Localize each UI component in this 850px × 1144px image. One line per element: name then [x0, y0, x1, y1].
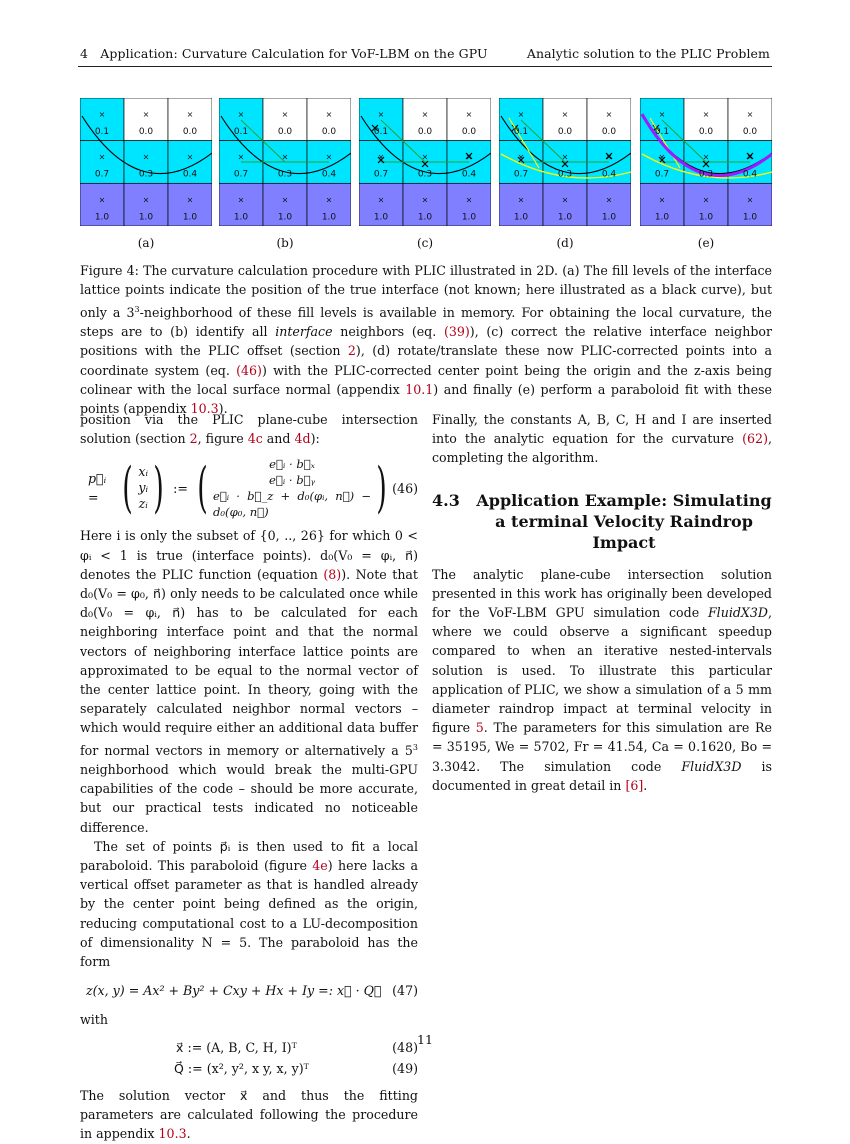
ref-eq39-link[interactable]: (39)	[443, 324, 470, 340]
fill-level-label: 0.7	[654, 169, 670, 180]
fill-level-label: 0.7	[233, 169, 249, 180]
fill-level-label: 0.0	[742, 127, 758, 137]
ref-eq46-link[interactable]: (46)	[236, 362, 262, 378]
eq46-row-3: e⃗ᵢ · b⃗_z + d₀(φᵢ, n⃗) − d₀(φ₀, n⃗)	[212, 489, 372, 520]
fill-level-label: 0.1	[654, 127, 670, 137]
panel-label-a: (a)	[137, 236, 155, 250]
eq46-row-1: e⃗ᵢ · b⃗ₓ	[269, 457, 315, 472]
ref-figure4c-link[interactable]: 4c	[247, 431, 263, 447]
equation-46	[80, 456, 418, 520]
equation-number-47: (47)	[392, 983, 418, 999]
lattice-point-marker: ×	[325, 110, 333, 119]
lattice-point-marker: ×	[237, 152, 245, 162]
text: .	[186, 1126, 191, 1142]
paragraph-with: with	[80, 1012, 108, 1028]
text: ). Note that d₀(V₀ = φ₀, n⃗) only needs to be calculated once while d₀(V₀ = φᵢ, n⃗) has to be calculated for each neighboring interface point and that the normal vectors of neighboring interface lattice points are approximated to be equal to the normal vector of the center lattice point. In theory, going with the separately calculated neighbor normal vectors – which would require either an additional data buffer for normal vectors in memory or alternatively a 5	[80, 566, 418, 758]
equation-number-48: (48)	[392, 1039, 418, 1055]
caption-text: ) and finally (e) perform a paraboloid fit with these points (appendix	[80, 381, 773, 417]
lattice-point-marker: ×	[658, 195, 666, 205]
fill-level-label: 0.4	[182, 169, 198, 180]
fill-level-label: 0.1	[373, 127, 389, 137]
fill-level-label: 1.0	[373, 212, 389, 223]
lattice-point-marker: ×	[377, 152, 385, 162]
caption-text: The curvature calculation procedure with PLIC illustrated in 2D. (a) The fill levels of the interface lattice points indicate the position of the true interface (not known; here illustrated as a black curve), but only a 3	[80, 263, 772, 320]
lattice-point-marker: ×	[325, 152, 333, 162]
ref-figure4d-link[interactable]: 4d	[294, 431, 311, 447]
text: .	[643, 777, 648, 793]
text: Finally, the constants A, B, C, H and I are inserted into the analytic equation for the curvature	[432, 412, 772, 447]
text: The solution vector x⃗ and thus the fitting parameters are calculated following the procedure in appendix	[80, 1088, 418, 1142]
ref-figure4e-link[interactable]: 4e	[312, 858, 328, 874]
lattice-point-marker: ×	[517, 195, 525, 205]
text: ) here lacks a vertical offset parameter as that is handled already by the center point being defined as the origin, reducing computational cost to a LU-decomposition of dimensionality N = 5. The paraboloid has the form	[80, 858, 418, 970]
fill-level-label: 0.7	[513, 169, 529, 180]
fill-level-label: 1.0	[461, 212, 477, 223]
text: is documented in great detail in	[432, 758, 772, 793]
fill-level-label: 0.0	[277, 127, 293, 137]
text: position via the PLIC plane-cube intersection solution (section	[80, 412, 418, 447]
caption-text: ), (d) rotate/translate these now PLIC-corrected points into a coordinate system (eq.	[80, 343, 772, 378]
lattice-point-marker: ×	[377, 195, 385, 205]
lattice-point-marker: ×	[421, 110, 429, 119]
lattice-point-marker: ×	[421, 152, 429, 162]
page-number: 11	[417, 1032, 433, 1047]
eq47-expr: z(x, y) = Ax² + By² + Cxy + Hx + Iy =: x⃗ · Q⃗	[86, 983, 382, 999]
lattice-point-marker: ×	[702, 152, 710, 162]
equation-46-body	[80, 456, 392, 520]
paragraph	[432, 410, 772, 468]
lattice-point-marker: ×	[237, 195, 245, 205]
panel-svg-d	[499, 98, 631, 226]
text: neighborhood which would break the multi-GPU capabilities of the code – should be more accurate, but our practical tests indicated no noticeable difference.	[80, 762, 418, 835]
ref-citation6-link[interactable]: [6]	[625, 777, 644, 793]
fill-level-label: 0.3	[138, 169, 154, 180]
fill-level-label: 0.1	[94, 127, 110, 137]
eq46-assign: :=	[173, 480, 188, 496]
section-heading	[432, 490, 772, 553]
text: . The parameters for this simulation are Re = 35195, We = 5702, Fr = 41.54, Ca = 0.1620, Bo = 3.3042. The simulation code	[432, 720, 772, 774]
eq49-expr: Q⃗ := (x², y², x y, x, y)ᵀ	[174, 1060, 309, 1076]
text: , completing the algorithm.	[432, 431, 772, 466]
superscript: 3	[412, 742, 418, 752]
fill-level-label: 1.0	[138, 212, 154, 223]
ref-appendix103-link[interactable]: 10.3	[190, 401, 219, 417]
fill-level-label: 0.0	[601, 127, 617, 137]
fill-level-label: 1.0	[557, 212, 573, 223]
fill-level-label: 0.4	[321, 169, 337, 180]
lattice-point-marker: ×	[746, 195, 754, 205]
lattice-point-marker: ×	[281, 152, 289, 162]
lattice-point-marker: ×	[658, 110, 666, 119]
lattice-point-marker: ×	[281, 110, 289, 119]
code-name: FluidX3D	[681, 758, 742, 774]
bracket: )	[376, 456, 387, 520]
fill-level-label: 1.0	[417, 212, 433, 223]
eq48-expr: x⃗ := (A, B, C, H, I)ᵀ	[176, 1039, 297, 1055]
fill-level-label: 0.1	[513, 127, 529, 137]
fill-level-label: 0.3	[417, 169, 433, 180]
text: , where we could observe a significant speedup compared to when an iterative nested-intervals solution is used. To illustrate this particular application of PLIC, we show a simulation of a 5 mm diameter raindrop impact at terminal velocity in figure	[432, 605, 772, 736]
lattice-point-marker: ×	[561, 152, 569, 162]
lattice-point-marker: ×	[186, 195, 194, 205]
lattice-point-marker: ×	[98, 195, 106, 205]
fill-level-label: 0.4	[601, 169, 617, 180]
lattice-point-marker: ×	[465, 152, 473, 162]
lattice-point-marker: ×	[746, 152, 754, 162]
ref-eq62-link[interactable]: (62)	[742, 431, 768, 447]
running-header-right: Analytic solution to the PLIC Problem	[526, 46, 770, 61]
figure-caption	[80, 261, 772, 419]
panel-svg-b	[219, 98, 351, 226]
lattice-point-marker: ×	[98, 152, 106, 162]
fill-level-label: 0.0	[461, 127, 477, 137]
paragraph	[80, 1086, 418, 1144]
right-column	[432, 410, 772, 795]
fill-level-label: 0.1	[233, 127, 249, 137]
header-rule	[78, 66, 772, 67]
fill-level-label: 1.0	[654, 212, 670, 223]
eq46-vec-z: zᵢ	[138, 496, 148, 512]
fill-level-label: 0.3	[277, 169, 293, 180]
caption-text: ) with the PLIC-corrected center point being the origin and the z-axis being colinear with the local surface normal (appendix	[80, 362, 772, 397]
text: The set of points p⃗ᵢ is then used to fit a local paraboloid. This paraboloid (figure	[80, 838, 418, 874]
equation-49	[80, 1059, 418, 1078]
fill-level-label: 0.4	[742, 169, 758, 180]
fill-level-label: 0.0	[698, 127, 714, 137]
panel-label-c: (c)	[416, 236, 434, 250]
panel-svg-e	[640, 98, 772, 226]
fill-level-label: 0.0	[182, 127, 198, 137]
fill-level-label: 1.0	[513, 212, 529, 223]
ref-appendix101-link[interactable]: 10.1	[405, 381, 434, 397]
lattice-point-marker: ×	[377, 110, 385, 119]
text: Here i is only the subset of {0, .., 26} for which 0 < φᵢ < 1 is true (interface points). d₀(V₀ = φᵢ, n⃗) denotes the PLIC function (equation	[80, 528, 418, 582]
lattice-point-marker: ×	[465, 195, 473, 205]
lattice-point-marker: ×	[281, 195, 289, 205]
equation-number-49: (49)	[392, 1060, 418, 1076]
fill-level-label: 1.0	[321, 212, 337, 223]
eq46-vec-y: yᵢ	[138, 480, 149, 496]
lattice-point-marker: ×	[142, 110, 150, 119]
fill-level-label: 1.0	[182, 212, 198, 223]
section-number: 4.3	[432, 490, 460, 510]
ref-appendix103-link[interactable]: 10.3	[158, 1126, 187, 1142]
lattice-point-marker: ×	[98, 110, 106, 119]
lattice-point-marker: ×	[605, 195, 613, 205]
lattice-point-marker: ×	[142, 195, 150, 205]
text: ):	[310, 431, 320, 447]
eq46-rhs	[213, 456, 371, 520]
fill-level-label: 1.0	[94, 212, 110, 223]
lattice-point-marker: ×	[465, 110, 473, 119]
ref-figure5-link[interactable]: 5	[475, 720, 484, 736]
bracket: (	[197, 456, 208, 520]
fill-level-label: 1.0	[233, 212, 249, 223]
eq46-lhs: p⃗ᵢ =	[88, 471, 107, 506]
lattice-point-marker: ×	[186, 110, 194, 119]
caption-text: ), (c) correct the relative interface neighbor positions with the PLIC offset (section	[80, 324, 772, 359]
bracket: )	[153, 456, 164, 520]
lattice-point-marker: ×	[325, 195, 333, 205]
lattice-point-marker: ×	[605, 152, 613, 162]
fill-level-label: 0.0	[417, 127, 433, 137]
fill-level-label: 0.3	[698, 169, 714, 180]
section-title: Application Example: Simulating a terminal Velocity Raindrop Impact	[476, 490, 772, 552]
fill-level-label: 0.0	[138, 127, 154, 137]
lattice-point-marker: ×	[658, 152, 666, 162]
lattice-point-marker: ×	[237, 110, 245, 119]
paragraph	[80, 837, 418, 971]
panel-label-d: (d)	[556, 236, 574, 250]
caption-emph: interface	[275, 324, 333, 340]
lattice-point-marker: ×	[561, 110, 569, 119]
eq46-vec-x: xᵢ	[138, 464, 149, 480]
text: , figure	[197, 431, 248, 447]
ref-section2-link[interactable]: 2	[189, 431, 198, 447]
paragraph	[80, 526, 418, 836]
text: The analytic plane-cube intersection solution presented in this work has originally been developed for the VoF-LBM GPU simulation code	[432, 566, 772, 621]
caption-label: Figure 4:	[80, 263, 139, 278]
code-name: FluidX3D	[707, 605, 768, 621]
panel-label-e: (e)	[697, 236, 715, 250]
panel-svg-c	[359, 98, 491, 226]
panel-label-b: (b)	[276, 236, 294, 250]
figure-panel-b	[219, 98, 351, 226]
fill-level-label: 0.7	[94, 169, 110, 180]
equation-number-46: (46)	[392, 480, 418, 496]
ref-eq8-link[interactable]: (8)	[323, 566, 342, 582]
fill-level-label: 0.3	[557, 169, 573, 180]
caption-text: ).	[218, 401, 228, 417]
lattice-point-marker: ×	[517, 110, 525, 119]
paragraph	[80, 410, 418, 448]
lattice-point-marker: ×	[702, 110, 710, 119]
lattice-point-marker: ×	[186, 152, 194, 162]
paragraph	[432, 565, 772, 795]
fill-level-label: 1.0	[742, 212, 758, 223]
fill-level-label: 1.0	[601, 212, 617, 223]
lattice-point-marker: ×	[561, 195, 569, 205]
ref-section2-link[interactable]: 2	[347, 343, 356, 359]
lattice-point-marker: ×	[142, 152, 150, 162]
figure-panel-a	[80, 98, 212, 226]
fill-level-label: 0.0	[321, 127, 337, 137]
caption-sup: 3	[134, 304, 140, 314]
figure-panel-d	[499, 98, 631, 226]
running-header-left: 4 Application: Curvature Calculation for VoF-LBM on the GPU	[80, 46, 488, 61]
fill-level-label: 1.0	[277, 212, 293, 223]
eq46-row-2: e⃗ᵢ · b⃗ᵧ	[269, 473, 315, 488]
fill-level-label: 0.4	[461, 169, 477, 180]
caption-text: -neighborhood of these fill levels is available in memory. For obtaining the local curvature, the steps are to (b) identify all	[80, 304, 772, 340]
fill-level-label: 0.0	[557, 127, 573, 137]
bracket: (	[122, 456, 134, 520]
lattice-point-marker: ×	[702, 195, 710, 205]
panel-svg-a	[80, 98, 212, 226]
lattice-point-marker: ×	[605, 110, 613, 119]
eq46-vector	[138, 464, 148, 512]
equation-47	[80, 981, 418, 1000]
fill-level-label: 0.7	[373, 169, 389, 180]
fill-level-label: 1.0	[698, 212, 714, 223]
figure-panel-c	[359, 98, 491, 226]
caption-text: neighbors (eq.	[332, 324, 444, 340]
text: and	[262, 431, 295, 447]
figure-panel-e	[640, 98, 772, 226]
lattice-point-marker: ×	[421, 195, 429, 205]
lattice-point-marker: ×	[746, 110, 754, 119]
lattice-point-marker: ×	[517, 152, 525, 162]
